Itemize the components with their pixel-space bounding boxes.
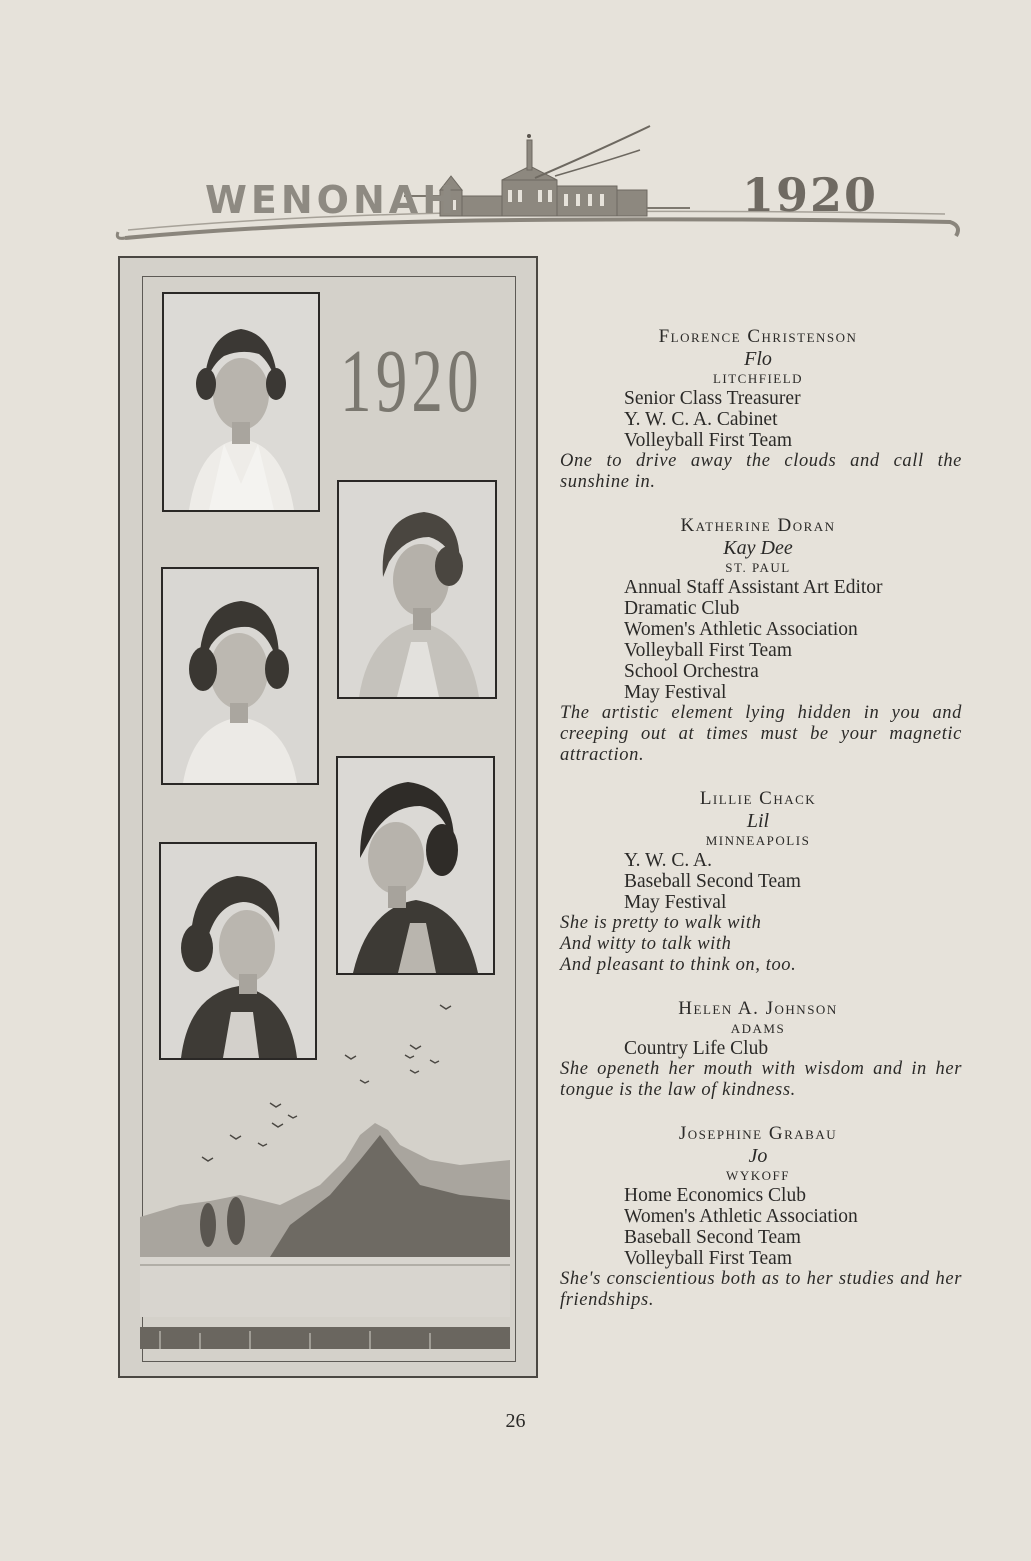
portrait-helen-johnson <box>336 756 495 975</box>
student-hometown: WYKOFF <box>726 1168 790 1183</box>
student-quote-line: And witty to talk with <box>560 934 732 954</box>
student-quote-line: She is pretty to walk with <box>560 913 762 933</box>
student-hometown: LITCHFIELD <box>712 371 804 386</box>
activity: Women's Athletic Association <box>624 1206 858 1227</box>
student-nickname: Lil <box>746 810 770 832</box>
student-name: Josephine Grabau <box>678 1123 838 1144</box>
entry-josephine-grabau <box>548 1123 968 1311</box>
student-name: Lillie Chack <box>699 788 817 809</box>
portrait-florence-christenson <box>162 292 320 512</box>
student-nickname: Jo <box>748 1145 768 1167</box>
activity: Country Life Club <box>624 1038 769 1059</box>
student-quote: The artistic element lying hidden in you and creeping out at times must be your magnetic attraction. <box>560 703 962 765</box>
student-quote: One to drive away the clouds and call the sunshine in. <box>560 451 962 492</box>
portrait-katherine-doran <box>337 480 497 699</box>
yearbook-title: WENONAH <box>205 178 458 222</box>
student-nickname: Flo <box>744 348 772 370</box>
activity: May Festival <box>624 682 727 703</box>
page-number: 26 <box>505 1410 526 1432</box>
student-nickname: Kay Dee <box>723 537 793 559</box>
student-name: Helen A. Johnson <box>678 998 838 1019</box>
student-hometown: MINNEAPOLIS <box>705 833 811 848</box>
senior-entries <box>548 326 968 1311</box>
entry-katherine-doran <box>548 515 968 766</box>
entry-lillie-chack <box>548 788 968 976</box>
portrait-lillie-chack <box>161 567 319 785</box>
panel-year: 1920 <box>340 332 483 431</box>
student-quote: She openeth her mouth with wisdom and in her tongue is the law of kindness. <box>560 1059 962 1100</box>
entry-florence-christenson <box>548 326 968 493</box>
activity: Volleyball First Team <box>624 1248 792 1269</box>
entry-helen-johnson <box>548 998 968 1101</box>
activity: Y. W. C. A. Cabinet <box>624 409 778 430</box>
page-header <box>0 0 1031 250</box>
activity: May Festival <box>624 892 727 913</box>
activity: Senior Class Treasurer <box>624 388 801 409</box>
landscape-illustration <box>140 995 510 1365</box>
student-hometown: ADAMS <box>730 1021 786 1036</box>
activity: Volleyball First Team <box>624 640 792 661</box>
activity: School Orchestra <box>624 661 759 682</box>
activity: Volleyball First Team <box>624 430 792 451</box>
activity: Annual Staff Assistant Art Editor <box>624 577 883 598</box>
student-name: Katherine Doran <box>680 515 836 536</box>
activity: Y. W. C. A. <box>624 850 712 871</box>
activity: Baseball Second Team <box>624 871 801 892</box>
activity: Baseball Second Team <box>624 1227 801 1248</box>
header-year: 1920 <box>742 168 879 222</box>
activity: Women's Athletic Association <box>624 619 858 640</box>
student-name: Florence Christenson <box>658 326 858 347</box>
student-hometown: ST. PAUL <box>725 560 791 575</box>
student-quote-line: And pleasant to think on, too. <box>560 955 797 975</box>
activity: Dramatic Club <box>624 598 740 619</box>
activity: Home Economics Club <box>624 1185 806 1206</box>
student-quote: She's conscientious both as to her studies and her friendships. <box>560 1269 962 1310</box>
